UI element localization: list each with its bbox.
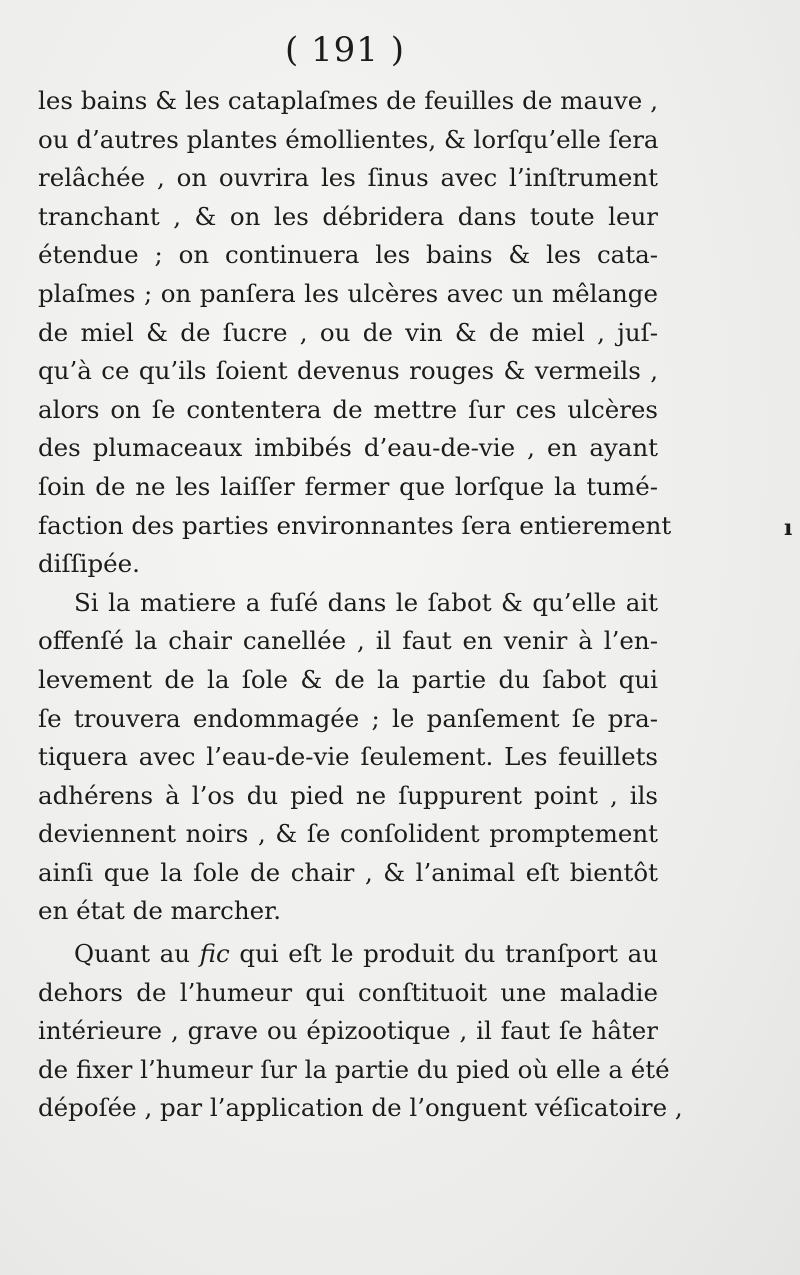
text-fragment: Quant au	[74, 939, 191, 969]
text-line: dehors de l’humeur qui conſtituoit une maladie	[38, 977, 658, 1007]
text-line: ou d’autres plantes émollientes, & lorſqu’elle ſera	[38, 124, 659, 154]
text-line	[38, 935, 658, 974]
text-line: les bains & les cataplaſmes de feuilles de mauve ,	[38, 86, 658, 115]
text-line: offenſé la chair canellée , il faut en venir à l’en-	[38, 626, 658, 656]
text-line: deviennent noirs , & ſe conſolident promptement	[38, 819, 658, 849]
text-line: Si la matiere a fuſé dans le ſabot & qu’elle ait	[74, 587, 658, 617]
margin-mark: ı	[784, 515, 793, 541]
text-line: plaſmes ; on panſera les ulcères avec un mêlange	[38, 278, 658, 308]
text-line: de fixer l’humeur ſur la partie du pied où elle a été	[38, 1054, 670, 1084]
text-line: intérieure , grave ou épizootique , il faut ſe hâter	[38, 1016, 658, 1046]
text-line: diſſipée.	[38, 549, 140, 579]
text-line: levement de la ſole & de la partie du ſabot qui	[38, 664, 658, 694]
text-line: relâchée , on ouvrira les ſinus avec l’inſtrument	[38, 163, 658, 193]
text-line: en état de marcher.	[38, 896, 281, 926]
text-line: de miel & de ſucre , ou de vin & de miel , juſ-	[38, 317, 658, 347]
text-line: adhérens à l’os du pied ne ſuppurent point , ils	[38, 780, 658, 810]
text-line: ſe trouvera endommagée ; le panſement ſe pra-	[38, 703, 658, 733]
text-line: des plumaceaux imbibés d’eau-de-vie , en ayant	[38, 433, 658, 463]
text-line: ainſi que la ſole de chair , & l’animal eſt bientôt	[38, 857, 658, 887]
text-line: alors on ſe contentera de mettre ſur ces ulcères	[38, 394, 658, 424]
text-line: qu’à ce qu’ils ſoient devenus rouges & vermeils ,	[38, 356, 658, 386]
text-line: tranchant , & on les débridera dans toute leur	[38, 201, 658, 231]
italic-term: fic	[199, 939, 230, 969]
text-line: tiquera avec l’eau-de-vie ſeulement. Les feuillets	[38, 742, 658, 772]
body-text	[38, 82, 683, 1128]
text-fragment: qui eſt le produit du tranſport au	[239, 939, 658, 969]
text-line: dépoſée , par l’application de l’onguent véſicatoire ,	[38, 1093, 683, 1123]
text-line: étendue ; on continuera les bains & les cata-	[38, 240, 658, 270]
text-line: ſoin de ne les laiſſer fermer que lorſque la tumé-	[38, 471, 658, 501]
text-line: faction des parties environnantes ſera entierement	[38, 510, 672, 540]
page-number: ( 191 )	[284, 30, 406, 70]
